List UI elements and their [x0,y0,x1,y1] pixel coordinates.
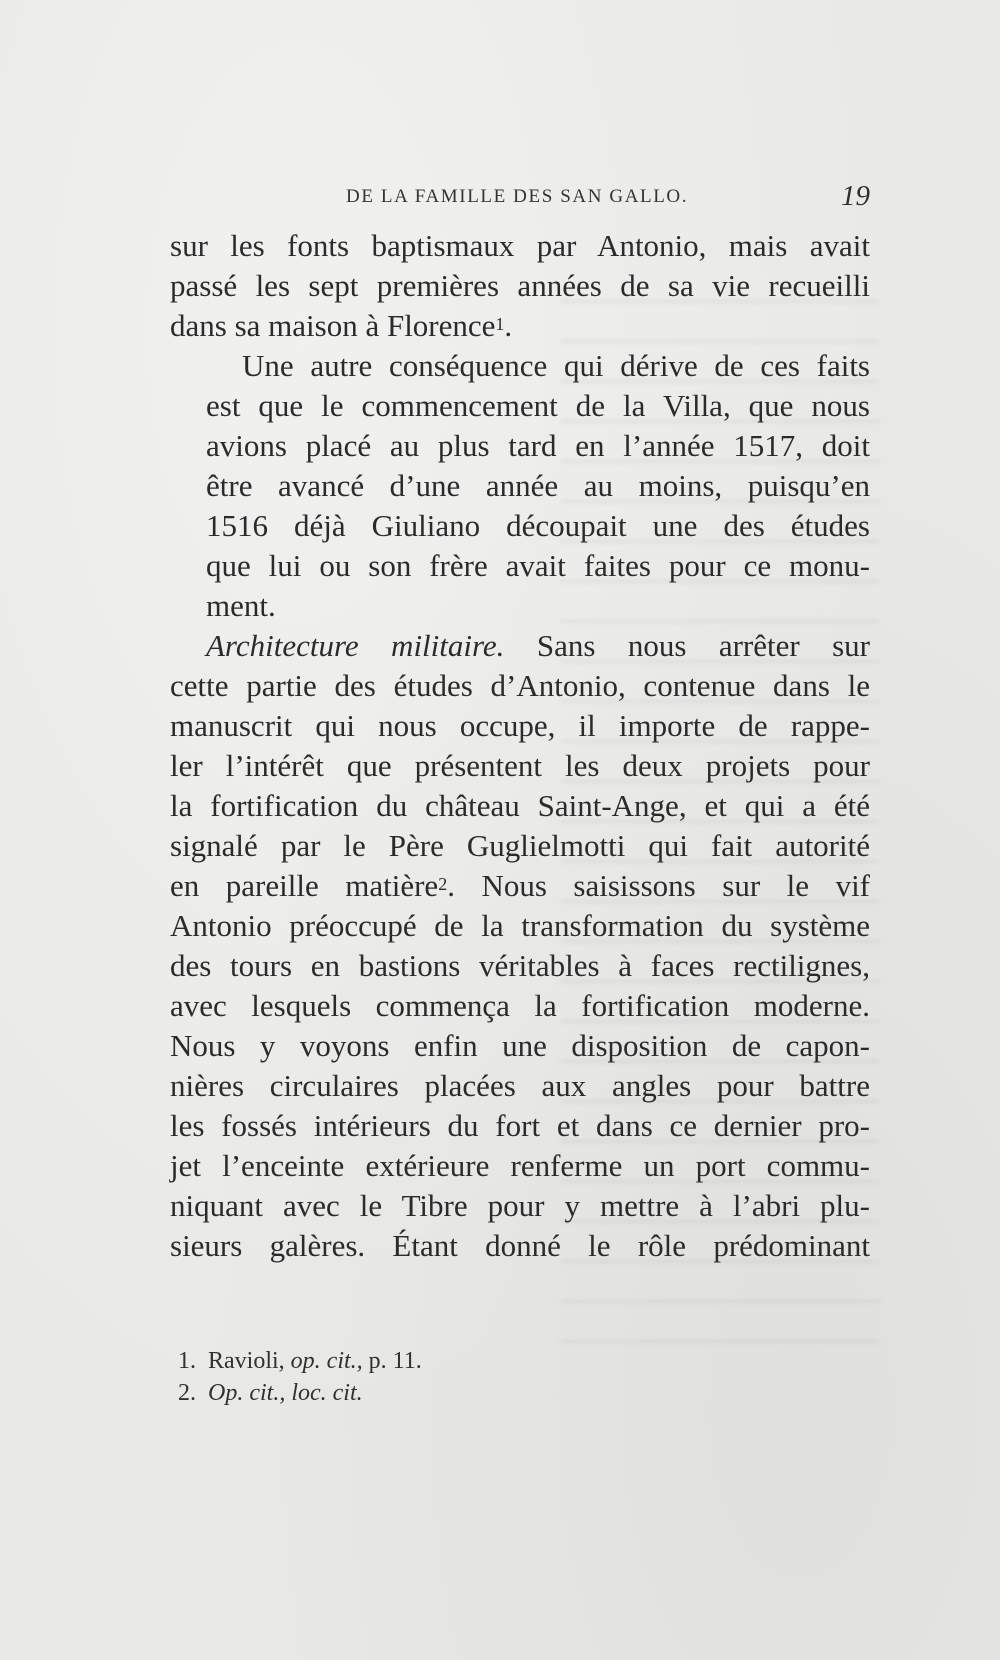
paragraph-1 [170,226,870,346]
footnote-text: Ravioli, [208,1348,291,1374]
text-line: les fossés intérieurs du fort et dans ce dernier pro- [170,1108,870,1143]
text-line: que lui ou son frère avait faites pour ce monu- [206,548,870,583]
paragraph-3 [170,626,870,1266]
body-text [170,226,870,1266]
text-line: manuscrit qui nous occupe, il importe de rappe- [170,708,870,743]
text-line: avec lesquels commença la fortification moderne. [170,988,870,1023]
text-line-content: en pareille matière [170,868,439,903]
text-line [170,866,870,906]
paragraph-2 [170,346,870,626]
text-line: Nous y voyons enfin une disposition de capon- [170,1028,870,1063]
text-line: sieurs galères. Étant donné le rôle prédominant [170,1228,870,1263]
text-line: 1516 déjà Giuliano découpait une des études [206,508,870,543]
text-line: Une autre conséquence qui dérive de ces faits [242,348,870,383]
text-line-tail: . Nous saisissons sur le vif [447,868,871,903]
footnote-ref: 1 [495,314,505,334]
page-header [170,180,870,216]
text-line: cette partie des études d’Antonio, contenue dans le [170,668,870,703]
italic-heading: Architecture militaire. [206,628,505,663]
text-line-content: Sans nous arrêter sur [536,628,870,663]
text-line: Antonio préoccupé de la transformation du système [170,908,870,943]
text-line: signalé par le Père Guglielmotti qui fait autorité [170,828,870,863]
text-line-tail: . [504,308,513,343]
page-number: 19 [841,180,870,212]
footnote-ref: 2 [438,874,448,894]
text-line: nières circulaires placées aux angles pour battre [170,1068,870,1103]
text-line-content: dans sa maison à Florence [170,308,496,343]
running-head: DE LA FAMILLE DES SAN GALLO. [346,186,689,207]
text-line [170,306,870,346]
text-line: être avancé d’une année au moins, puisqu’en [206,468,870,503]
text-line: niquant avec le Tibre pour y mettre à l’abri plu- [170,1188,870,1223]
footnote-italic: Op. cit., loc. cit. [208,1380,363,1406]
text-line: est que le commencement de la Villa, que nous [206,388,870,423]
footnote-number: 2. [178,1380,196,1406]
footnote-2 [178,1377,778,1409]
text-line: des tours en bastions véritables à faces rectilignes, [170,948,870,983]
footnote-1 [178,1345,778,1377]
text-line: sur les fonts baptismaux par Antonio, mais avait [170,228,870,263]
text-line: la fortification du château Saint-Ange, et qui a été [170,788,870,823]
footnote-text-end: p. 11. [362,1348,422,1374]
footnotes [178,1345,778,1409]
text-line: passé les sept premières années de sa vie recueilli [170,268,870,303]
footnote-number: 1. [178,1348,196,1374]
footnote-italic: op. cit., [290,1348,363,1374]
text-line: ler l’intérêt que présentent les deux projets pour [170,748,870,783]
text-line: ment. [206,588,276,623]
text-line: jet l’enceinte extérieure renferme un port commu- [170,1148,870,1183]
text-line [170,626,870,666]
text-line: avions placé au plus tard en l’année 1517, doit [206,428,870,463]
